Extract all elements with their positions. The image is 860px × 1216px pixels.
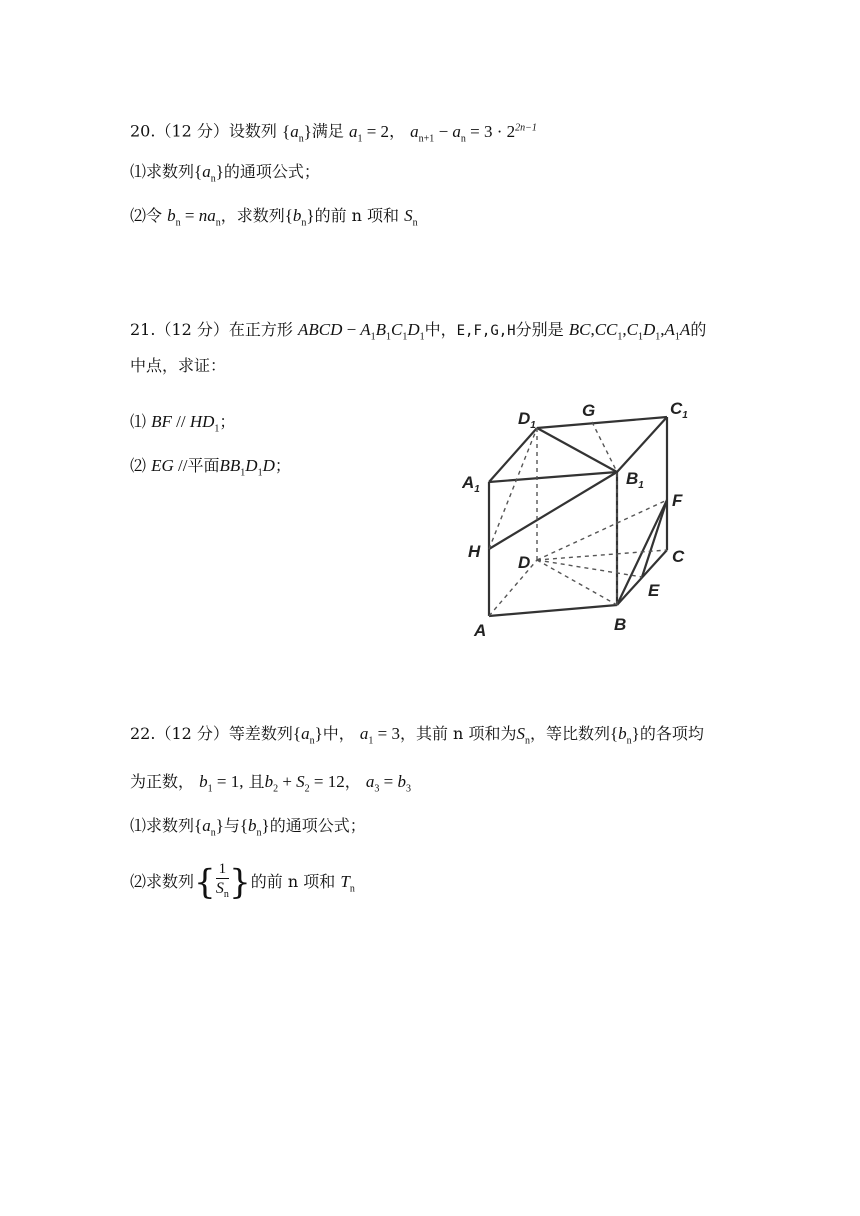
edge-D1C1 (537, 417, 667, 428)
q21-cube-name: ABCD − $A_1B_1C_1D_1$ (298, 320, 425, 343)
segment-EF (642, 500, 667, 577)
cube-solid-edges (489, 417, 667, 616)
q21-line2: 中点，求证： (130, 356, 227, 375)
q20-recurrence: $a_{n+1} - a_n = 3 \cdot 2^{2n-1}$ (410, 121, 537, 145)
q20-statement: 20.（12 分）设数列 $\{a_n\}$满足 $a_1 = 2$， $a_{n+1} - a_n = 3 \cdot 2^{2n-1}$ (130, 121, 537, 145)
segment-HB1 (489, 472, 617, 549)
label-C: C (672, 547, 685, 566)
edge-A1B1 (489, 472, 617, 482)
label-G: G (582, 401, 596, 420)
q21-part1: ⑴ BF // $HD_1$； (130, 412, 236, 435)
segment-HD1 (489, 428, 537, 549)
label-C1: $C_1$ (670, 399, 688, 421)
q22-statement: 22.（12 分）等差数列$\{a_n\}$中， $a_1 = 3$，其前 n 项和为$S_n$，等比数列$\{b_n\}$的各项均 (130, 724, 704, 747)
q21-part2: ⑵ EG //平面$BB_1D_1D$； (130, 456, 291, 479)
q20-part1: ⑴求数列$\{a_n\}$的通项公式； (130, 162, 320, 185)
label-B: B (614, 615, 627, 634)
q22-part2: ⑵求数列{ $\frac{1}{S_n}$ }的前 n 项和 $T_n$ (130, 858, 355, 913)
label-E: E (648, 581, 660, 600)
label-D: D (518, 553, 531, 572)
label-A: A (474, 621, 487, 640)
edge-AB (489, 605, 617, 616)
label-D1: $D_1$ (518, 409, 536, 431)
q20-seq-an: $\{a_n\}$ (282, 121, 312, 145)
label-B1: $B_1$ (626, 469, 644, 491)
edge-B1C1 (617, 417, 667, 472)
q20-part2: ⑵令 $b_n = na_n$，求数列$\{b_n\}$的前 n 项和 $S_n$ (130, 206, 418, 229)
q22-line2: 为正数， $b_1 = 1$, 且$b_2 + S_2 = 12$， $a_3 = b_3$ (130, 772, 411, 795)
fraction-one-over-Sn: $\frac{1}{S_n}$ (215, 860, 229, 901)
cube-figure (462, 392, 702, 646)
q21-statement: 21.（12 分）在正方形 ABCD − $A_1B_1C_1D_1$中，E,F,G,H分别是 $BC,CC_1,C_1D_1,A_1A$的 (130, 320, 707, 343)
edge-BC (617, 550, 667, 605)
q20-number: 20. (130, 121, 156, 141)
q20-score: （12 分） (155, 121, 229, 141)
edge-A1D1 (489, 428, 537, 482)
label-A1: $A_1$ (462, 473, 480, 495)
q22-part1: ⑴求数列$\{a_n\}$与$\{b_n\}$的通项公式； (130, 816, 366, 839)
label-H: H (468, 542, 481, 561)
edge-D1B1 (537, 428, 617, 472)
label-F: F (672, 491, 683, 510)
q20-a1-formula: $a_1 = 2$ (348, 121, 390, 145)
